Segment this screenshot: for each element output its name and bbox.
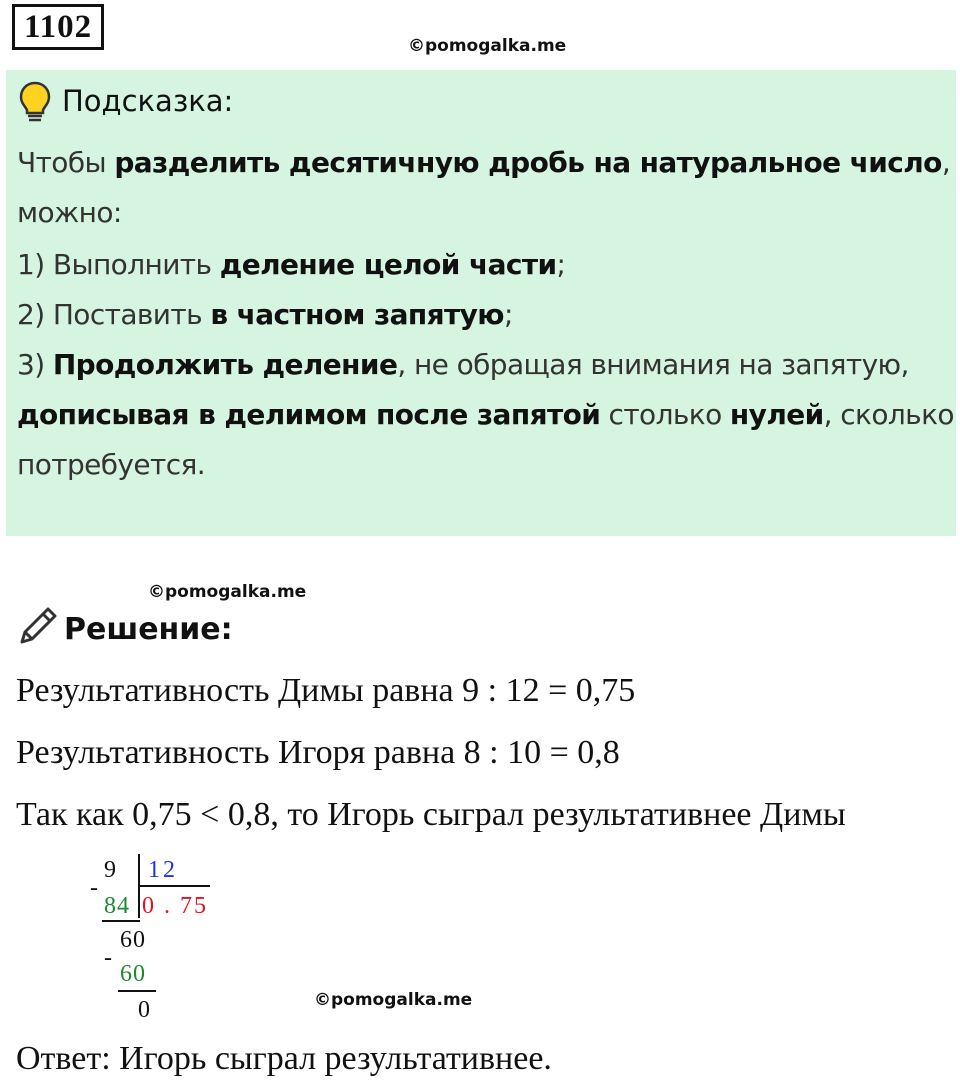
subtraction-line-2 <box>118 990 156 992</box>
solution-line: Так как 0,75 < 0,8, то Игорь сыграл результативнее Димы <box>16 796 846 833</box>
hint-emphasis: нулей <box>729 398 824 431</box>
hint-line <box>17 146 950 179</box>
answer-line: Ответ: Игорь сыграл результативнее. <box>16 1040 552 1077</box>
hint-text: 2) Поставить <box>17 298 211 331</box>
dividend: 9 <box>104 857 116 883</box>
hint-line <box>17 448 205 481</box>
pencil-icon <box>16 604 60 648</box>
hint-text: 3) <box>17 348 53 381</box>
hint-line <box>17 348 909 381</box>
task-number: 1102 <box>12 4 104 50</box>
solution-line: Результативность Игоря равна 8 : 10 = 0,8 <box>16 734 620 771</box>
subtraction-line-1 <box>102 920 140 922</box>
hint-text: ; <box>503 298 513 331</box>
hint-emphasis: деление целой части <box>219 248 557 281</box>
hint-text: столько <box>600 398 730 431</box>
hint-title: Подсказка: <box>62 84 234 118</box>
hint-line <box>17 298 513 331</box>
hint-text: ; <box>556 248 566 281</box>
division-horizontal-line <box>138 885 210 887</box>
hint-line <box>17 398 954 431</box>
hint-emphasis: разделить десятичную дробь на натуральное число <box>114 146 942 179</box>
minus-sign: - <box>104 945 112 971</box>
hint-text: можно: <box>17 196 122 229</box>
remainder-1: 60 <box>120 927 146 953</box>
hint-text: потребуется. <box>17 448 206 481</box>
minus-sign: - <box>90 875 98 901</box>
hint-text: Чтобы <box>17 146 115 179</box>
hint-text: 1) Выполнить <box>17 248 220 281</box>
watermark: ©pomogalka.me <box>148 582 307 602</box>
lightbulb-icon <box>18 80 52 124</box>
hint-text: , сколько <box>823 398 954 431</box>
watermark: ©pomogalka.me <box>408 36 567 56</box>
final-remainder: 0 <box>138 997 150 1023</box>
subtrahend-2: 60 <box>120 961 146 987</box>
hint-emphasis: дописывая в делимом после запятой <box>17 398 601 431</box>
quotient: 0 . 75 <box>142 893 208 919</box>
hint-line <box>17 196 122 229</box>
hint-emphasis: в частном запятую <box>210 298 504 331</box>
watermark: ©pomogalka.me <box>314 990 473 1010</box>
hint-text: , не обращая внимания на запятую, <box>397 348 909 381</box>
hint-emphasis: Продолжить деление <box>52 348 398 381</box>
hint-text: , <box>941 146 951 179</box>
long-division <box>86 850 226 1030</box>
hint-line <box>17 248 565 281</box>
subtrahend-1: 84 <box>104 893 130 919</box>
divisor: 12 <box>148 857 178 883</box>
solution-line: Результативность Димы равна 9 : 12 = 0,75 <box>16 672 636 709</box>
solution-title: Решение: <box>64 612 233 647</box>
